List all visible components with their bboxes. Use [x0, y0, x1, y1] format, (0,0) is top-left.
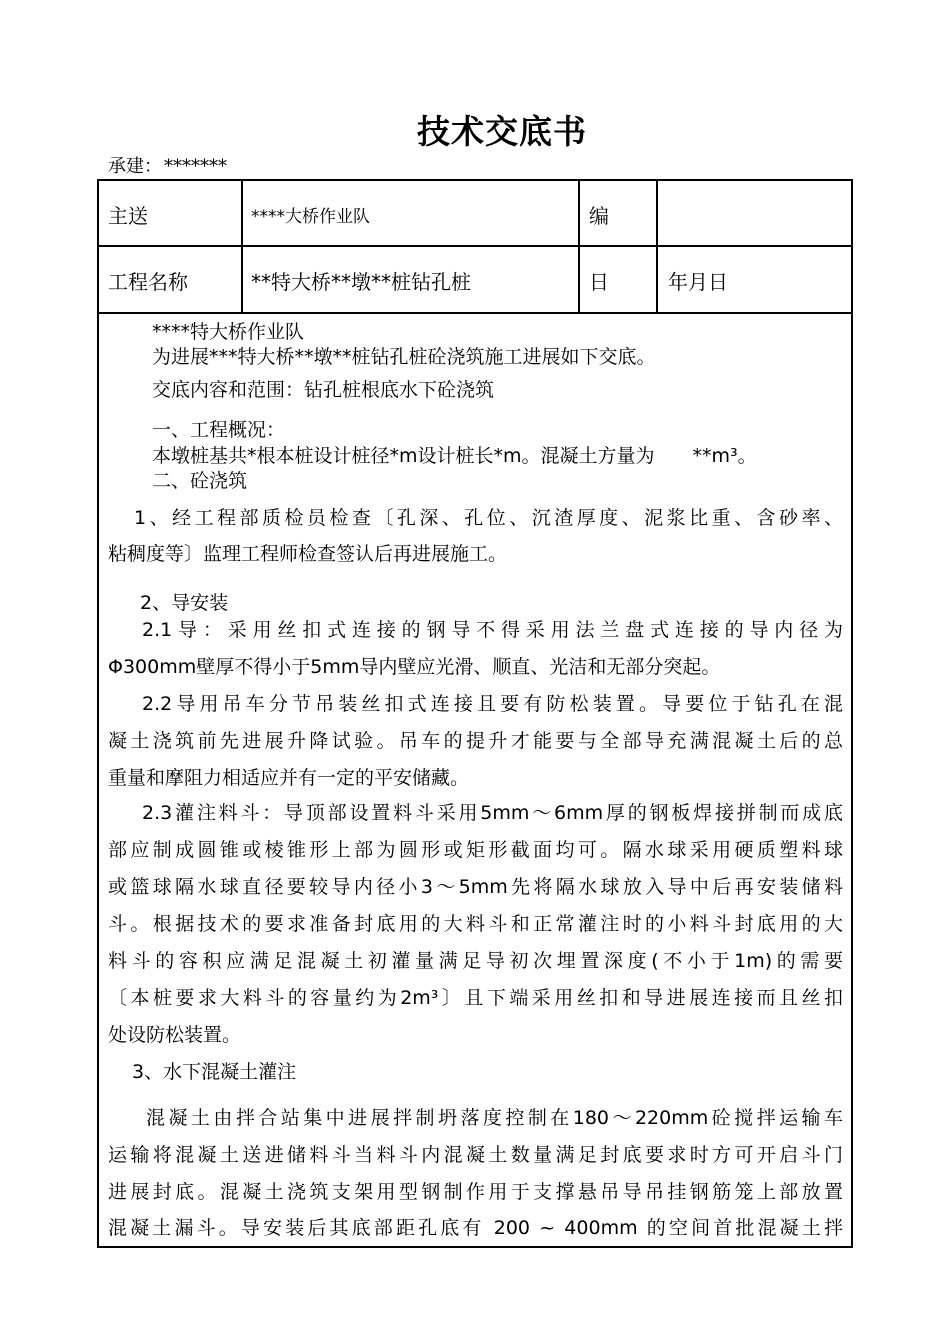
overview-line: 本墩桩基共*根本桩设计桩径*m设计桩长*m。混凝土方量为 **m³。: [152, 445, 757, 467]
paragraph-line: 〔本桩要求大料斗的容量约为2m³〕且下端采用丝扣和导进展连接而且丝扣: [108, 987, 843, 1009]
contractor-line: [108, 152, 227, 178]
project-value: **特大桥**墩**桩钻孔桩: [251, 270, 471, 294]
contractor-label: 承建：: [108, 156, 162, 177]
paragraph-line: 1、经工程部质检员检查〔孔深、孔位、沉渣厚度、泥浆比重、含砂率、: [134, 507, 843, 529]
paragraph-line: 进展封底。混凝土浇筑支架用型钢制作用于支撑悬吊导吊挂钢筋笼上部放置: [108, 1181, 843, 1203]
paragraph-line: 斗。根据技术的要求准备封底用的大料斗和正常灌注时的小料斗封底用的大: [108, 913, 843, 935]
table-column-divider: [578, 179, 580, 313]
paragraph-line: 混凝土漏斗。导安装后其底部距孔底有 200 ~ 400mm 的空间首批混凝土拌: [108, 1217, 843, 1239]
table-column-divider: [241, 179, 243, 313]
paragraph-line: 2.2导用吊车分节吊装丝扣式连接且要有防松装置。导要位于钻孔在混: [142, 693, 843, 715]
table-column-divider: [656, 179, 658, 313]
intro-line: 为进展***特大桥**墩**桩钻孔桩砼浇筑施工进展如下交底。: [152, 346, 656, 368]
paragraph-line: 混凝土由拌合站集中进展拌制坍落度控制在180～220mm砼搅拌运输车: [146, 1107, 843, 1129]
contractor-value: *******: [164, 156, 227, 177]
paragraph-line: 运输将混凝土送进储料斗当料斗内混凝土数量满足封底要求时方可开启斗门: [108, 1144, 843, 1166]
date-value: 年月日: [668, 270, 728, 294]
code-label: 编: [589, 204, 609, 228]
paragraph-line: 2.3灌注料斗：导顶部设置料斗采用5mm～6mm厚的钢板焊接拼制而成底: [142, 802, 843, 824]
section-heading: 一、工程概况：: [152, 419, 286, 441]
table-row-divider: [97, 312, 853, 314]
addressee-line: ****特大桥作业队: [152, 321, 305, 343]
paragraph-line: 2.1导：采用丝扣式连接的钢导不得采用法兰盘式连接的导内径为: [142, 619, 843, 641]
subsection-heading: 2、导安装: [140, 592, 229, 614]
scope-line: 交底内容和范围：钻孔桩根底水下砼浇筑: [152, 379, 495, 401]
paragraph-line: Φ300mm壁厚不得小于5mm导内壁应光滑、顺直、光洁和无部分突起。: [108, 656, 721, 678]
project-label: 工程名称: [108, 270, 188, 294]
paragraph-line: 部应制成圆锥或棱锥形上部为圆形或矩形截面均可。隔水球采用硬质塑料球: [108, 839, 843, 861]
paragraph-line: 或篮球隔水球直径要较导内径小3～5mm先将隔水球放入导中后再安装储料: [108, 876, 843, 898]
section-heading: 二、砼浇筑: [152, 470, 248, 492]
paragraph-line: 重量和摩阻力相适应并有一定的平安储藏。: [108, 767, 470, 789]
table-row-divider: [97, 245, 853, 247]
date-label: 日: [589, 270, 609, 294]
document-title: 技术交底书: [417, 112, 587, 151]
subsection-heading: 3、水下混凝土灌注: [132, 1061, 297, 1083]
recipient-value: ****大桥作业队: [251, 207, 370, 227]
paragraph-line: 料斗的容积应满足混凝土初灌量满足导初次埋置深度(不小于1m)的需要: [108, 950, 843, 972]
paragraph-line: 粘稠度等〕监理工程师检查签认后再进展施工。: [108, 543, 508, 565]
paragraph-line: 处设防松装置。: [108, 1024, 242, 1046]
recipient-label: 主送: [108, 204, 148, 228]
paragraph-line: 凝土浇筑前先进展升降试验。吊车的提升才能要与全部导充满混凝土后的总: [108, 730, 843, 752]
